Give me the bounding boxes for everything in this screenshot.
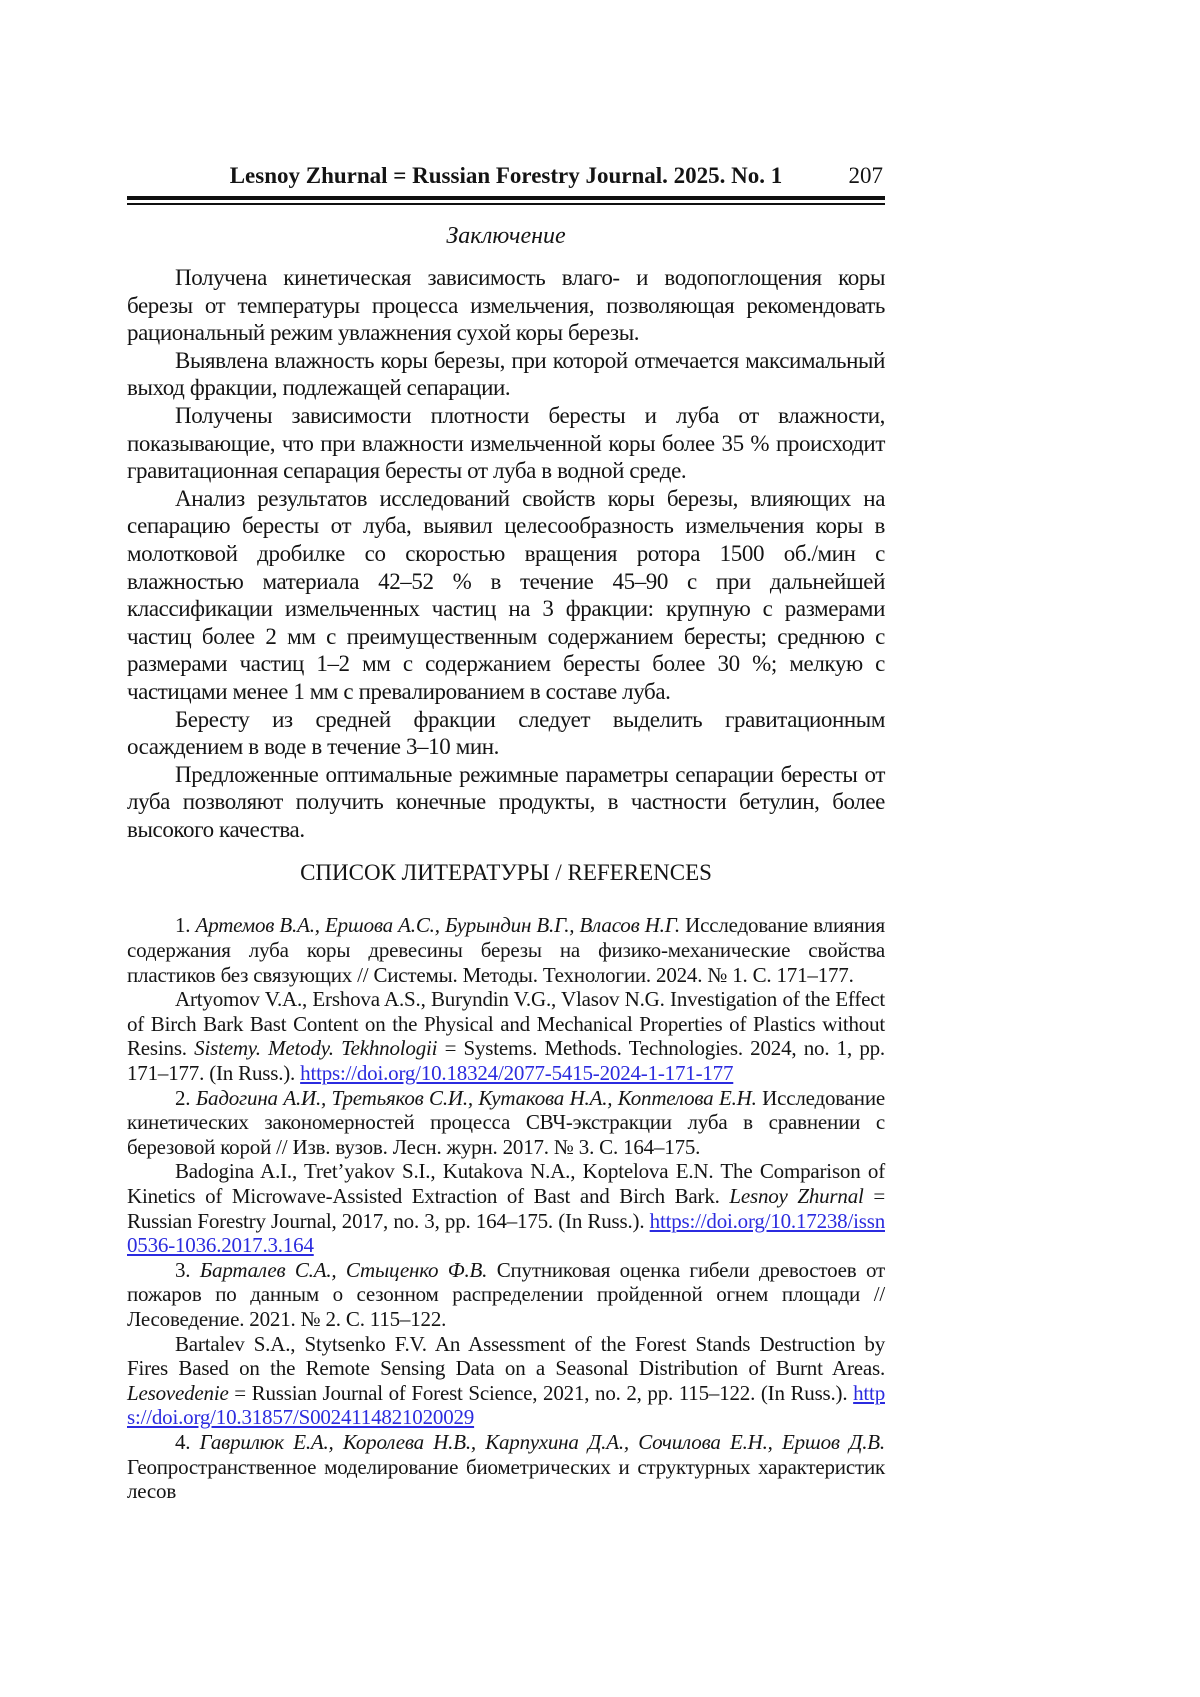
- reference-text: Исследование влияния содержания луба коры древесины березы на физико-механические свойства пластиков без связующих // Системы. Методы. Технологии. 2024. № 1. С. 171–177.: [127, 913, 885, 987]
- reference-text: Bartalev S.A., Stytsenko F.V. An Assessment of the Forest Stands Destruction by Fires Based on the Remote Sensing Data on a Seasonal Distribution of Burnt Areas.: [127, 1331, 885, 1381]
- reference-authors-italic: Lesnoy Zhurnal: [729, 1184, 864, 1208]
- reference-text: 2.: [175, 1085, 196, 1110]
- reference-entry: [127, 1332, 885, 1430]
- header-double-rule: [127, 196, 885, 205]
- doi-link[interactable]: https://doi.org/10.17238/issn0536-1036.2017.3.164: [127, 1208, 885, 1258]
- conclusion-paragraph: Выявлена влажность коры березы, при которой отмечается максимальный выход фракции, подлежащей сепарации.: [127, 347, 885, 401]
- reference-text: Badogina A.I., Tret’yakov S.I., Kutakova N.A., Koptelova E.N. The Comparison of Kinetics of Microwave-Assisted Extraction of Bast and Birch Bark.: [127, 1159, 885, 1208]
- reference-text: = Russian Journal of Forest Science, 2021, no. 2, pp. 115–122. (In Russ.).: [228, 1380, 854, 1405]
- doi-link[interactable]: https://doi.org/10.18324/2077-5415-2024-1-171-177: [300, 1061, 734, 1086]
- reference-entry: [127, 987, 885, 1085]
- conclusion-paragraph: Предложенные оптимальные режимные параметры сепарации бересты от луба позволяют получить конечные продукты, в частности бетулин, более высокого качества.: [127, 761, 885, 842]
- reference-text: 3.: [175, 1257, 200, 1282]
- conclusion-paragraph: Анализ результатов исследований свойств коры березы, влияющих на сепарацию бересты от луба, выявил целесообразность измельчения коры в молотковой дробилке со скоростью вращения ротора 1500 об./мин с влажностью материала 42–52 % в течение 45–90 с при дальнейшей классификации измельченных частиц на 3 фракции: крупную с размерами частиц более 2 мм с преимущественным содержанием бересты; среднюю с размерами частиц 1–2 мм с содержанием бересты более 30 %; мелкую с частицами менее 1 мм с превалированием в составе луба.: [127, 485, 885, 704]
- reference-text: Спутниковая оценка гибели древостоев от пожаров по данным о сезонном распределении пройденной огнем площади // Лесоведение. 2021. № 2. С. 115–122.: [127, 1257, 885, 1331]
- references-title: СПИСОК ЛИТЕРАТУРЫ / REFERENCES: [300, 860, 712, 886]
- reference-entry: [127, 1430, 885, 1504]
- reference-text: Геопространственное моделирование биометрических и структурных характеристик лесов: [127, 1454, 885, 1504]
- page-header: [127, 163, 885, 189]
- reference-text: 1.: [175, 913, 196, 938]
- conclusion-paragraph: Получены зависимости плотности бересты и луба от влажности, показывающие, что при влажности измельченной коры более 35 % происходит гравитационная сепарация бересты от луба в водной среде.: [127, 402, 885, 484]
- reference-text: = Russian Forestry Journal, 2017, no. 3, pp. 164–175. (In Russ.).: [127, 1184, 885, 1233]
- journal-header-title: Lesnoy Zhurnal = Russian Forestry Journal. 2025. No. 1: [229, 163, 783, 188]
- reference-entry: [127, 1086, 885, 1160]
- reference-authors-italic: Барталев С.А., Стыценко Ф.В.: [199, 1257, 497, 1282]
- reference-text: Исследование кинетических закономерностей процесса СВЧ-экстракции луба в сравнении с березовой корой // Изв. вузов. Лесн. журн. 2017. № 3. С. 164–175.: [127, 1085, 885, 1159]
- conclusion-paragraphs: [127, 264, 885, 843]
- conclusion-title: Заключение: [446, 223, 566, 249]
- reference-entry: [127, 1159, 885, 1257]
- reference-entry: [127, 1258, 885, 1332]
- reference-authors-italic: Sistemy. Metody. Tekhnologii: [194, 1036, 438, 1061]
- page-content-column: [127, 163, 885, 1504]
- doi-link[interactable]: https://doi.org/10.31857/S0024114821020029: [127, 1380, 885, 1430]
- conclusion-paragraph: Бересту из средней фракции следует выделить гравитационным осаждением в воде в течение 3–10 мин.: [127, 706, 885, 760]
- conclusion-paragraph: Получена кинетическая зависимость влаго- и водопоглощения коры березы от температуры процесса измельчения, позволяющая рекомендовать рациональный режим увлажнения сухой коры березы.: [127, 265, 885, 346]
- reference-entry: [127, 913, 885, 987]
- reference-authors-italic: Бадогина А.И., Третьяков С.И., Кутакова Н.А., Коптелова Е.Н.: [195, 1085, 763, 1110]
- page-number: 207: [848, 163, 883, 188]
- reference-text: 4.: [175, 1429, 200, 1454]
- reference-text: = Systems. Methods. Technologies. 2024, no. 1, pp. 171–177. (In Russ.).: [127, 1036, 885, 1086]
- reference-authors-italic: Гаврилюк Е.А., Королева Н.В., Карпухина Д.А., Сочилова Е.Н., Ершов Д.В.: [199, 1429, 885, 1454]
- reference-authors-italic: Lesovedenie: [127, 1380, 229, 1405]
- references-list: [127, 913, 885, 1503]
- reference-authors-italic: Артемов В.А., Ершова А.С., Бурындин В.Г., Власов Н.Г.: [195, 913, 686, 938]
- reference-text: Artyomov V.A., Ershova A.S., Buryndin V.G., Vlasov N.G. Investigation of the Effect of Birch Bark Bast Content on the Physical and Mechanical Properties of Plastics without Resins.: [127, 987, 885, 1061]
